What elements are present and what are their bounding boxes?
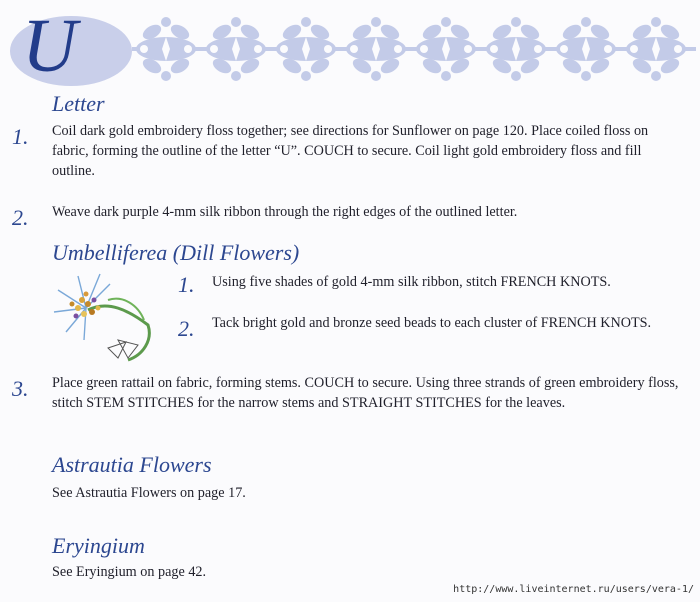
border-motif	[416, 17, 476, 81]
section-text: See Eryingium on page 42.	[52, 564, 207, 580]
section-heading-letter: Letter	[52, 91, 105, 116]
step-number: 3.	[12, 376, 29, 401]
step-text: Tack bright gold and bronze seed beads to each cluster of FRENCH KNOTS.	[212, 315, 652, 331]
section-text: See Astrautia Flowers on page 17.	[52, 485, 246, 501]
border-motif	[136, 17, 196, 81]
step-text: Using five shades of gold 4-mm silk ribbon, stitch FRENCH KNOTS.	[212, 274, 611, 290]
border-motif	[206, 17, 266, 81]
section-heading-astrautia: Astrautia Flowers	[52, 452, 212, 477]
border-motif	[626, 17, 686, 81]
step-text: Coil dark gold embroidery floss together; see directions for Sunflower on page 120. Place coiled floss on fabric, forming the outline of the letter “U”. COUCH to secure. Coil light gold embroidery floss and fill outline.	[52, 123, 649, 179]
step-number: 2.	[178, 316, 195, 341]
leaf-border-ornament	[132, 12, 696, 86]
step-number: 1.	[178, 272, 195, 297]
section-heading-eryingium: Eryingium	[52, 533, 145, 558]
decorative-initial-letter: U	[22, 4, 77, 88]
border-motif	[346, 17, 406, 81]
step-number: 1.	[12, 124, 29, 149]
step-number: 2.	[12, 205, 29, 230]
dill-flower-illustration	[48, 270, 160, 362]
border-motif	[486, 17, 546, 81]
step-text: Weave dark purple 4-mm silk ribbon through the right edges of the outlined letter.	[52, 204, 518, 220]
border-motif	[276, 17, 336, 81]
border-motif	[556, 17, 616, 81]
step-text: Place green rattail on fabric, forming stems. COUCH to secure. Using three strands of green embroidery floss, stitch STEM STITCHES for the narrow stems and STRAIGHT STITCHES for the leaves.	[52, 375, 679, 411]
footer-url: http://www.liveinternet.ru/users/vera-1/	[453, 584, 694, 595]
section-heading-umbelliferea: Umbelliferea (Dill Flowers)	[52, 240, 300, 265]
